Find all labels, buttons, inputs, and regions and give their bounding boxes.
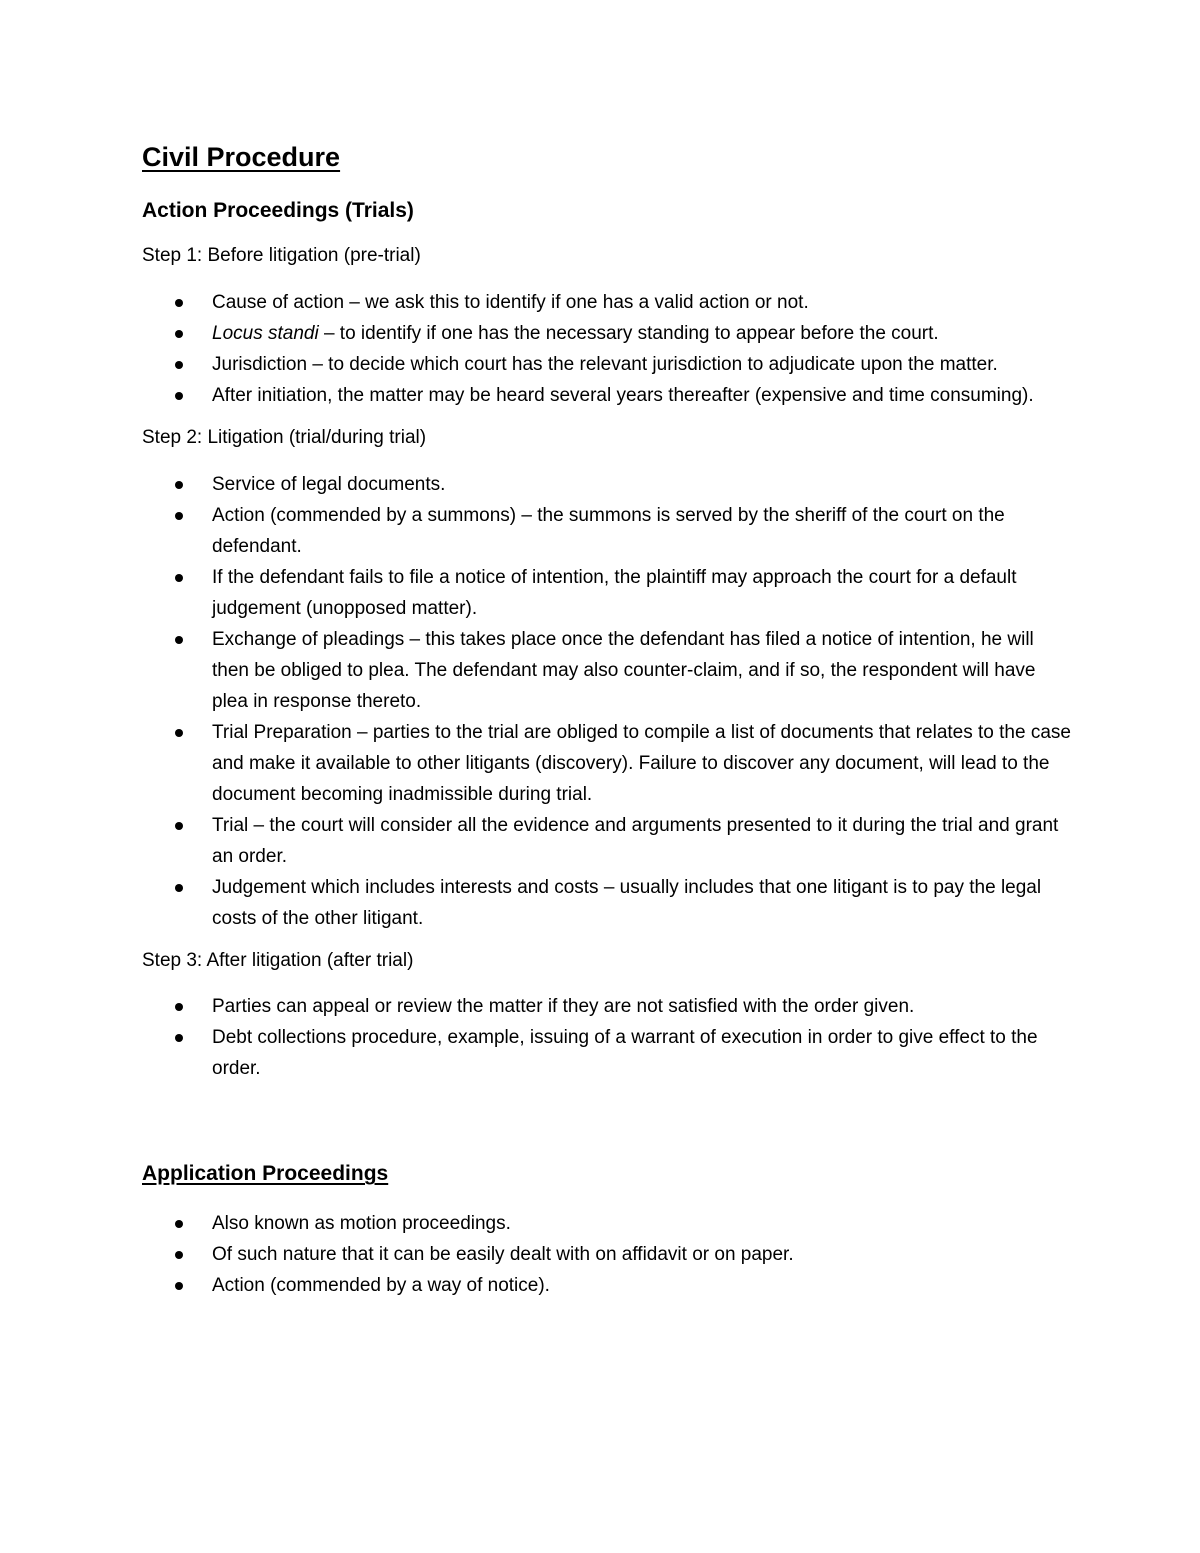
list-item-text: Action (commended by a summons) – the summons is served by the sheriff of the court on the defendant. bbox=[212, 504, 1005, 557]
document-title: Civil Procedure bbox=[142, 142, 341, 172]
bullet-icon bbox=[175, 392, 183, 400]
list-item-text: Exchange of pleadings – this takes place once the defendant has filed a notice of intention, he will then be obliged to plea. The defendant may also counter-claim, and if so, the respondent will have plea in response thereto. bbox=[212, 628, 1036, 712]
section-heading-action-proceedings: Action Proceedings (Trials) bbox=[142, 199, 414, 223]
list-item-text: After initiation, the matter may be heard several years thereafter (expensive and time consuming). bbox=[212, 385, 1034, 407]
step-2-label: Step 2: Litigation (trial/during trial) bbox=[142, 427, 427, 449]
step-1-label: Step 1: Before litigation (pre-trial) bbox=[142, 245, 421, 267]
bullet-icon bbox=[175, 1220, 183, 1228]
bullet-icon bbox=[175, 1282, 183, 1290]
list-item-text: If the defendant fails to file a notice of intention, the plaintiff may approach the court for a default judgement (unopposed matter). bbox=[212, 566, 1017, 619]
list-item bbox=[142, 318, 1072, 349]
list-item bbox=[142, 991, 1072, 1022]
step-3-label: Step 3: After litigation (after trial) bbox=[142, 949, 414, 971]
bullet-icon bbox=[175, 330, 183, 338]
list-item bbox=[142, 624, 1072, 717]
step-2-list bbox=[142, 469, 1072, 934]
list-item bbox=[142, 1208, 1072, 1239]
list-item bbox=[142, 562, 1072, 624]
application-proceedings-list bbox=[142, 1208, 1072, 1301]
list-item bbox=[142, 500, 1072, 562]
list-item bbox=[142, 469, 1072, 500]
bullet-icon bbox=[175, 1003, 183, 1011]
list-item-text: Action (commended by a way of notice). bbox=[212, 1274, 550, 1296]
list-item bbox=[142, 380, 1072, 411]
list-item-text: Debt collections procedure, example, issuing of a warrant of execution in order to give effect to the order. bbox=[212, 1027, 1038, 1080]
list-item bbox=[142, 1022, 1072, 1084]
list-item bbox=[142, 717, 1072, 810]
list-item-text: Parties can appeal or review the matter if they are not satisfied with the order given. bbox=[212, 996, 915, 1018]
list-item bbox=[142, 810, 1072, 872]
list-item-italic-term: Locus standi bbox=[212, 323, 319, 345]
bullet-icon bbox=[175, 729, 183, 737]
list-item bbox=[142, 1239, 1072, 1270]
bullet-icon bbox=[175, 822, 183, 830]
list-item-text: – to identify if one has the necessary standing to appear before the court. bbox=[318, 323, 939, 345]
bullet-icon bbox=[175, 361, 183, 369]
list-item bbox=[142, 287, 1072, 318]
bullet-icon bbox=[175, 884, 183, 892]
list-item-text: Judgement which includes interests and costs – usually includes that one litigant is to pay the legal costs of the other litigant. bbox=[212, 876, 1042, 929]
list-item-text: Of such nature that it can be easily dealt with on affidavit or on paper. bbox=[212, 1243, 794, 1265]
bullet-icon bbox=[175, 1251, 183, 1259]
list-item-text: Service of legal documents. bbox=[212, 473, 446, 495]
bullet-icon bbox=[175, 299, 183, 307]
bullet-icon bbox=[175, 636, 183, 644]
list-item bbox=[142, 349, 1072, 380]
step-3-list bbox=[142, 991, 1072, 1084]
document-page bbox=[142, 140, 1072, 1301]
list-item-text: Trial Preparation – parties to the trial are obliged to compile a list of documents that relates to the case and make it available to other litigants (discovery). Failure to discover any document, will lead to the document becoming inadmissible during trial. bbox=[212, 721, 1071, 805]
list-item bbox=[142, 872, 1072, 934]
bullet-icon bbox=[175, 1034, 183, 1042]
bullet-icon bbox=[175, 512, 183, 520]
list-item-text: Also known as motion proceedings. bbox=[212, 1212, 511, 1234]
section-heading-application-proceedings: Application Proceedings bbox=[142, 1162, 389, 1186]
bullet-icon bbox=[175, 481, 183, 489]
bullet-icon bbox=[175, 574, 183, 582]
list-item bbox=[142, 1270, 1072, 1301]
list-item-text: Trial – the court will consider all the evidence and arguments presented to it during the trial and grant an order. bbox=[212, 814, 1059, 867]
list-item-text: Jurisdiction – to decide which court has the relevant jurisdiction to adjudicate upon the matter. bbox=[212, 354, 998, 376]
step-1-list bbox=[142, 287, 1072, 411]
list-item-text: Cause of action – we ask this to identify if one has a valid action or not. bbox=[212, 292, 809, 314]
